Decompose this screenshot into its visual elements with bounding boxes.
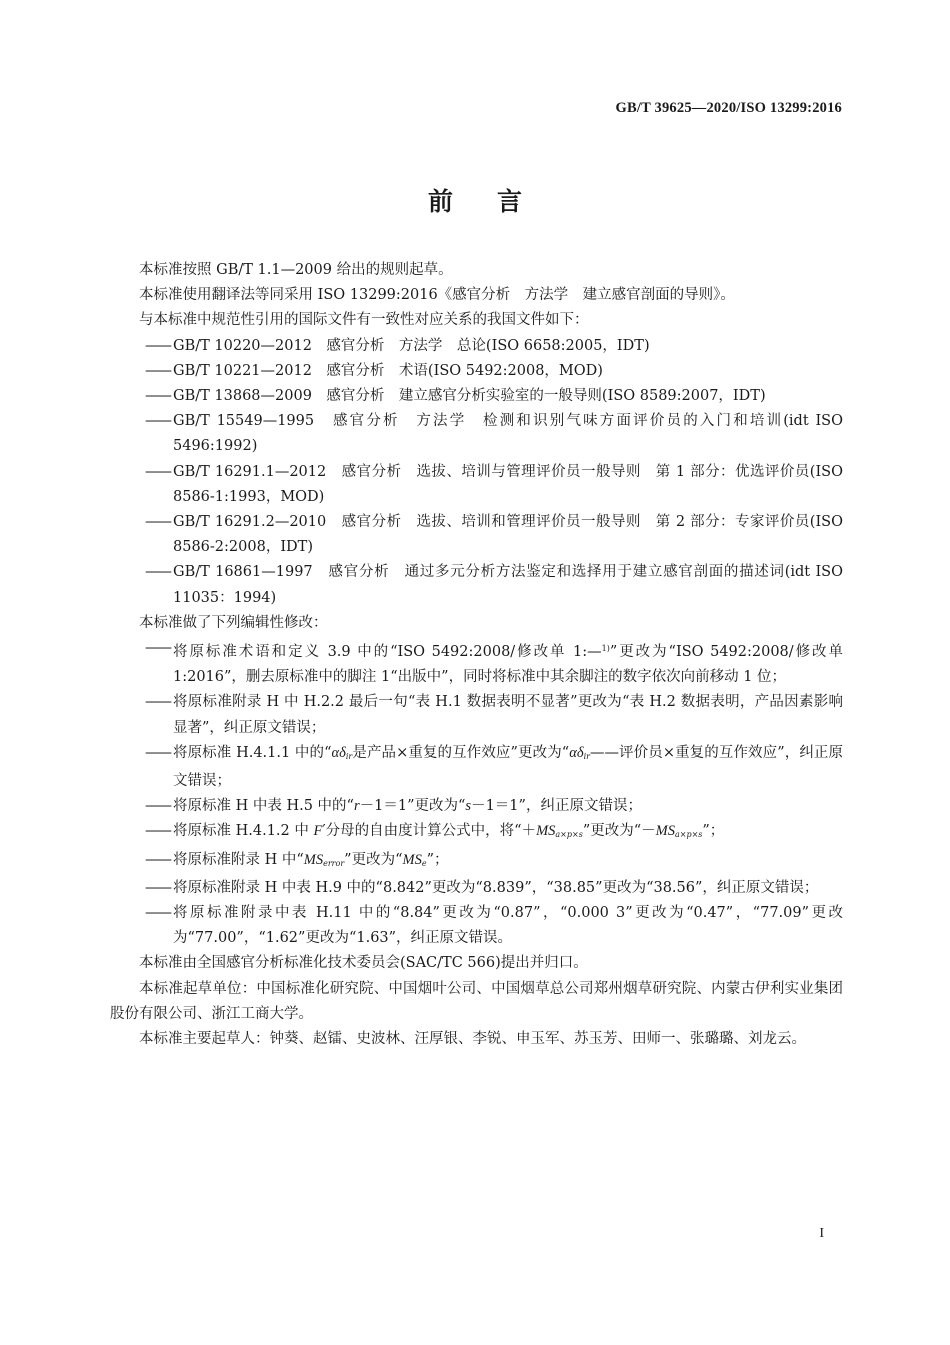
modification-item bbox=[110, 794, 843, 819]
math-symbol: s bbox=[465, 798, 472, 815]
mod-text: ”更改为“－ bbox=[582, 823, 656, 840]
reference-item bbox=[110, 510, 843, 560]
list-dash: —— bbox=[145, 564, 170, 581]
paragraph-adoption: 本标准使用翻译法等同采用 ISO 13299:2016《感官分析 方法学 建立感官剖面的导则》。 bbox=[139, 287, 735, 304]
reference-text: GB/T 15549—1995 感官分析 方法学 检测和识别气味方面评价员的入门和培训(idt ISO 5496:1992) bbox=[173, 413, 843, 455]
reference-item bbox=[110, 384, 843, 409]
mod-text: 将原标准附录中表 H.11 中的“8.84”更改为“0.87”，“0.000 3”更改为“0.47”，“77.09”更改为“77.00”，“1.62”更改为“1.63”，纠正原文错误。 bbox=[173, 905, 843, 947]
math-subscript: ir bbox=[583, 751, 590, 761]
reference-item bbox=[110, 460, 843, 510]
modification-item bbox=[110, 848, 843, 876]
standard-code-header: GB/T 39625—2020/ISO 13299:2016 bbox=[615, 100, 842, 116]
modification-list bbox=[110, 636, 843, 951]
mod-text: －1＝1”，纠正原文错误； bbox=[471, 798, 642, 815]
mod-text: －1＝1”更改为“ bbox=[359, 798, 466, 815]
reference-text: GB/T 10221—2012 感官分析 术语(ISO 5492:2008，MOD) bbox=[173, 362, 603, 379]
list-dash: —— bbox=[145, 388, 170, 405]
list-dash: —— bbox=[145, 640, 170, 657]
paragraph-drafters: 本标准主要起草人：钟葵、赵镭、史波林、汪厚银、李锐、申玉军、苏玉芳、田师一、张璐璐、刘龙云。 bbox=[139, 1031, 806, 1048]
mod-text: ′分母的自由度计算公式中，将“＋ bbox=[322, 823, 537, 840]
list-dash: —— bbox=[145, 362, 170, 379]
list-dash: —— bbox=[145, 823, 170, 840]
modification-item bbox=[110, 901, 843, 951]
math-symbol: αδ bbox=[569, 744, 584, 761]
list-dash: —— bbox=[145, 463, 170, 480]
reference-item bbox=[110, 334, 843, 359]
paragraph-drafting-rules: 本标准按照 GB/T 1.1—2009 给出的规则起草。 bbox=[139, 262, 453, 278]
reference-text: GB/T 16291.2—2010 感官分析 选拔、培训和管理评价员一般导则 第 2 部分：专家评价员(ISO 8586-2:2008，IDT) bbox=[173, 514, 843, 556]
mod-text: 将原标准附录 H 中“ bbox=[173, 851, 304, 868]
mod-text: 是产品×重复的互作效应”更改为“ bbox=[352, 744, 570, 761]
math-subscript: a×p×s bbox=[555, 830, 583, 840]
list-dash: —— bbox=[145, 879, 170, 896]
reference-item bbox=[110, 359, 843, 384]
list-dash: —— bbox=[145, 798, 170, 815]
math-symbol: MS bbox=[655, 823, 675, 840]
modification-item bbox=[110, 741, 843, 794]
list-dash: —— bbox=[145, 851, 170, 868]
reference-text: GB/T 13868—2009 感官分析 建立感官分析实验室的一般导则(ISO 8589:2007，IDT) bbox=[173, 388, 766, 405]
mod-text: ”； bbox=[702, 823, 725, 840]
math-symbol: MS bbox=[303, 851, 324, 868]
list-dash: —— bbox=[145, 514, 170, 531]
mod-text: 将原标准 H 中表 H.5 中的“ bbox=[173, 798, 354, 815]
paragraph-proposer: 本标准由全国感官分析标准化技术委员会(SAC/TC 566)提出并归口。 bbox=[139, 955, 588, 972]
modification-item bbox=[110, 636, 843, 690]
math-symbol: αδ bbox=[331, 744, 346, 761]
math-symbol: F bbox=[313, 823, 323, 840]
paragraph-drafting-units: 本标准起草单位：中国标准化研究院、中国烟叶公司、中国烟草总公司郑州烟草研究院、内蒙古伊利实业集团股份有限公司、浙江工商大学。 bbox=[110, 980, 843, 1022]
list-dash: —— bbox=[145, 744, 170, 761]
math-subscript: e bbox=[421, 858, 427, 868]
mod-text: 将原标准 H.4.1.1 中的“ bbox=[173, 744, 332, 761]
page-number: I bbox=[819, 1226, 824, 1241]
list-dash: —— bbox=[145, 905, 170, 922]
reference-text: GB/T 16861—1997 感官分析 通过多元分析方法鉴定和选择用于建立感官剖面的描述词(idt ISO 11035：1994) bbox=[173, 564, 843, 606]
math-subscript: ir bbox=[345, 751, 353, 761]
math-subscript: error bbox=[323, 858, 345, 868]
page-title: 前言 bbox=[427, 187, 566, 216]
paragraph-modifications-intro: 本标准做了下列编辑性修改： bbox=[139, 614, 328, 631]
reference-text: GB/T 10220—2012 感官分析 方法学 总论(ISO 6658:2005，IDT) bbox=[173, 337, 650, 354]
mod-text: 将原标准附录 H 中表 H.9 中的“8.842”更改为“8.839”，“38.85”更改为“38.56”，纠正原文错误； bbox=[173, 879, 819, 896]
mod-text: 将原标准附录 H 中 H.2.2 最后一句“表 H.1 数据表明不显著”更改为“表 H.2 数据表明，产品因素影响显著”，纠正原文错误； bbox=[173, 694, 843, 736]
mod-text: ”更改为“ISO 5492:2008/修改单 1:2016”，删去原标准中的脚注 1“出版中”，同时将标准中其余脚注的数字依次向前移动 1 位； bbox=[173, 644, 843, 686]
math-symbol: r bbox=[353, 798, 360, 815]
paragraph-reference-intro: 与本标准中规范性引用的国际文件有一致性对应关系的我国文件如下： bbox=[139, 312, 589, 329]
modification-item bbox=[110, 819, 843, 847]
mod-text: 将原标准 H.4.1.2 中 bbox=[173, 823, 314, 840]
reference-item bbox=[110, 560, 843, 610]
mod-text: ——评价员×重复的互作效应”，纠正原文错误； bbox=[173, 744, 843, 790]
modification-item bbox=[110, 690, 843, 740]
mod-text: ”更改为“ bbox=[344, 851, 403, 868]
reference-list bbox=[110, 334, 843, 611]
foreword-content bbox=[110, 258, 843, 1052]
math-symbol: MS bbox=[402, 851, 422, 868]
list-dash: —— bbox=[145, 413, 170, 430]
list-dash: —— bbox=[145, 337, 170, 354]
mod-text: 将原标准术语和定义 3.9 中的“ISO 5492:2008/修改单 1:— bbox=[173, 644, 602, 661]
mod-text: ”； bbox=[426, 851, 449, 868]
math-subscript: a×p×s bbox=[674, 830, 703, 840]
list-dash: —— bbox=[145, 694, 170, 711]
reference-item bbox=[110, 409, 843, 459]
math-symbol: MS bbox=[536, 823, 556, 840]
reference-text: GB/T 16291.1—2012 感官分析 选拔、培训与管理评价员一般导则 第 1 部分：优选评价员(ISO 8586-1:1993，MOD) bbox=[173, 463, 843, 505]
footnote-mark: 1) bbox=[601, 644, 610, 654]
modification-item bbox=[110, 876, 843, 901]
